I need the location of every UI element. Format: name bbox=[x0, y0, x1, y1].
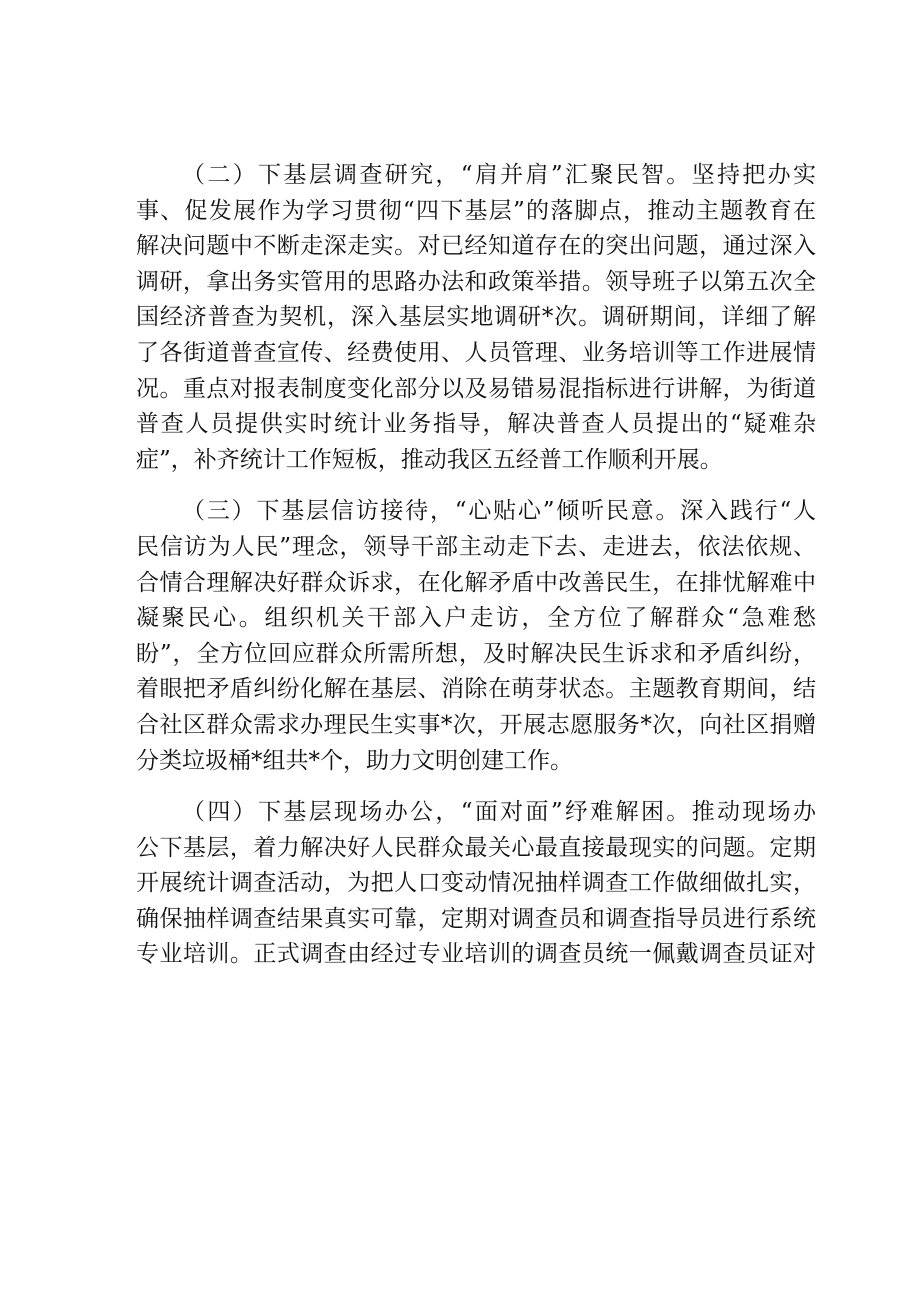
text-line: 症”，补齐统计工作短板，推动我区五经普工作顺利开展。 bbox=[136, 446, 723, 473]
text-line: 事、促发展作为学习贯彻“四下基层”的落脚点，推动主题教育在 bbox=[136, 197, 816, 224]
text-line: （四）下基层现场办公，“面对面”纾难解困。推动现场办 bbox=[182, 799, 816, 826]
text-line: 了各街道普查宣传、经费使用、人员管理、业务培训等工作进展情 bbox=[136, 339, 816, 366]
text-line: （三）下基层信访接待，“心贴心”倾听民意。深入践行“人 bbox=[182, 498, 816, 525]
text-line: 合社区群众需求办理民生实事*次，开展志愿服务*次，向社区捐赠 bbox=[136, 711, 816, 738]
text-line: 盼”，全方位回应群众所需所想，及时解决民生诉求和矛盾纠纷， bbox=[136, 640, 816, 667]
text-line: 解决问题中不断走深走实。对已经知道存在的突出问题，通过深入 bbox=[136, 233, 816, 260]
text-line: （二）下基层调查研究，“肩并肩”汇聚民智。坚持把办实 bbox=[182, 162, 816, 188]
paragraph-2-field-research bbox=[136, 158, 816, 478]
text-line: 凝聚民心。组织机关干部入户走访，全方位了解群众“急难愁 bbox=[136, 605, 816, 632]
text-line: 普查人员提供实时统计业务指导，解决普查人员提出的“疑难杂 bbox=[136, 411, 816, 438]
text-line: 调研，拿出务实管用的思路办法和政策举措。领导班子以第五次全 bbox=[136, 268, 816, 295]
text-line: 开展统计调查活动，为把人口变动情况抽样调查工作做细做扎实， bbox=[136, 870, 816, 897]
document-body bbox=[136, 158, 816, 989]
text-line: 合情合理解决好群众诉求，在化解矛盾中改善民生，在排忧解难中 bbox=[136, 569, 816, 596]
text-line: 民信访为人民”理念，领导干部主动走下去、走进去，依法依规、 bbox=[136, 533, 816, 560]
text-line: 况。重点对报表制度变化部分以及易错易混指标进行讲解，为街道 bbox=[136, 375, 816, 402]
text-line: 确保抽样调查结果真实可靠，定期对调查员和调查指导员进行系统 bbox=[136, 905, 816, 932]
text-line: 公下基层，着力解决好人民群众最关心最直接最现实的问题。定期 bbox=[136, 834, 816, 861]
paragraph-3-petition-reception bbox=[136, 494, 816, 779]
paragraph-4-onsite-office bbox=[136, 795, 816, 973]
text-line: 专业培训。正式调查由经过专业培训的调查员统一佩戴调查员证对 bbox=[136, 941, 816, 968]
text-line: 分类垃圾桶*组共*个，助力文明创建工作。 bbox=[136, 747, 573, 774]
text-line: 着眼把矛盾纠纷化解在基层、消除在萌芽状态。主题教育期间，结 bbox=[136, 676, 816, 703]
text-line: 国经济普查为契机，深入基层实地调研*次。调研期间，详细了解 bbox=[136, 304, 816, 331]
